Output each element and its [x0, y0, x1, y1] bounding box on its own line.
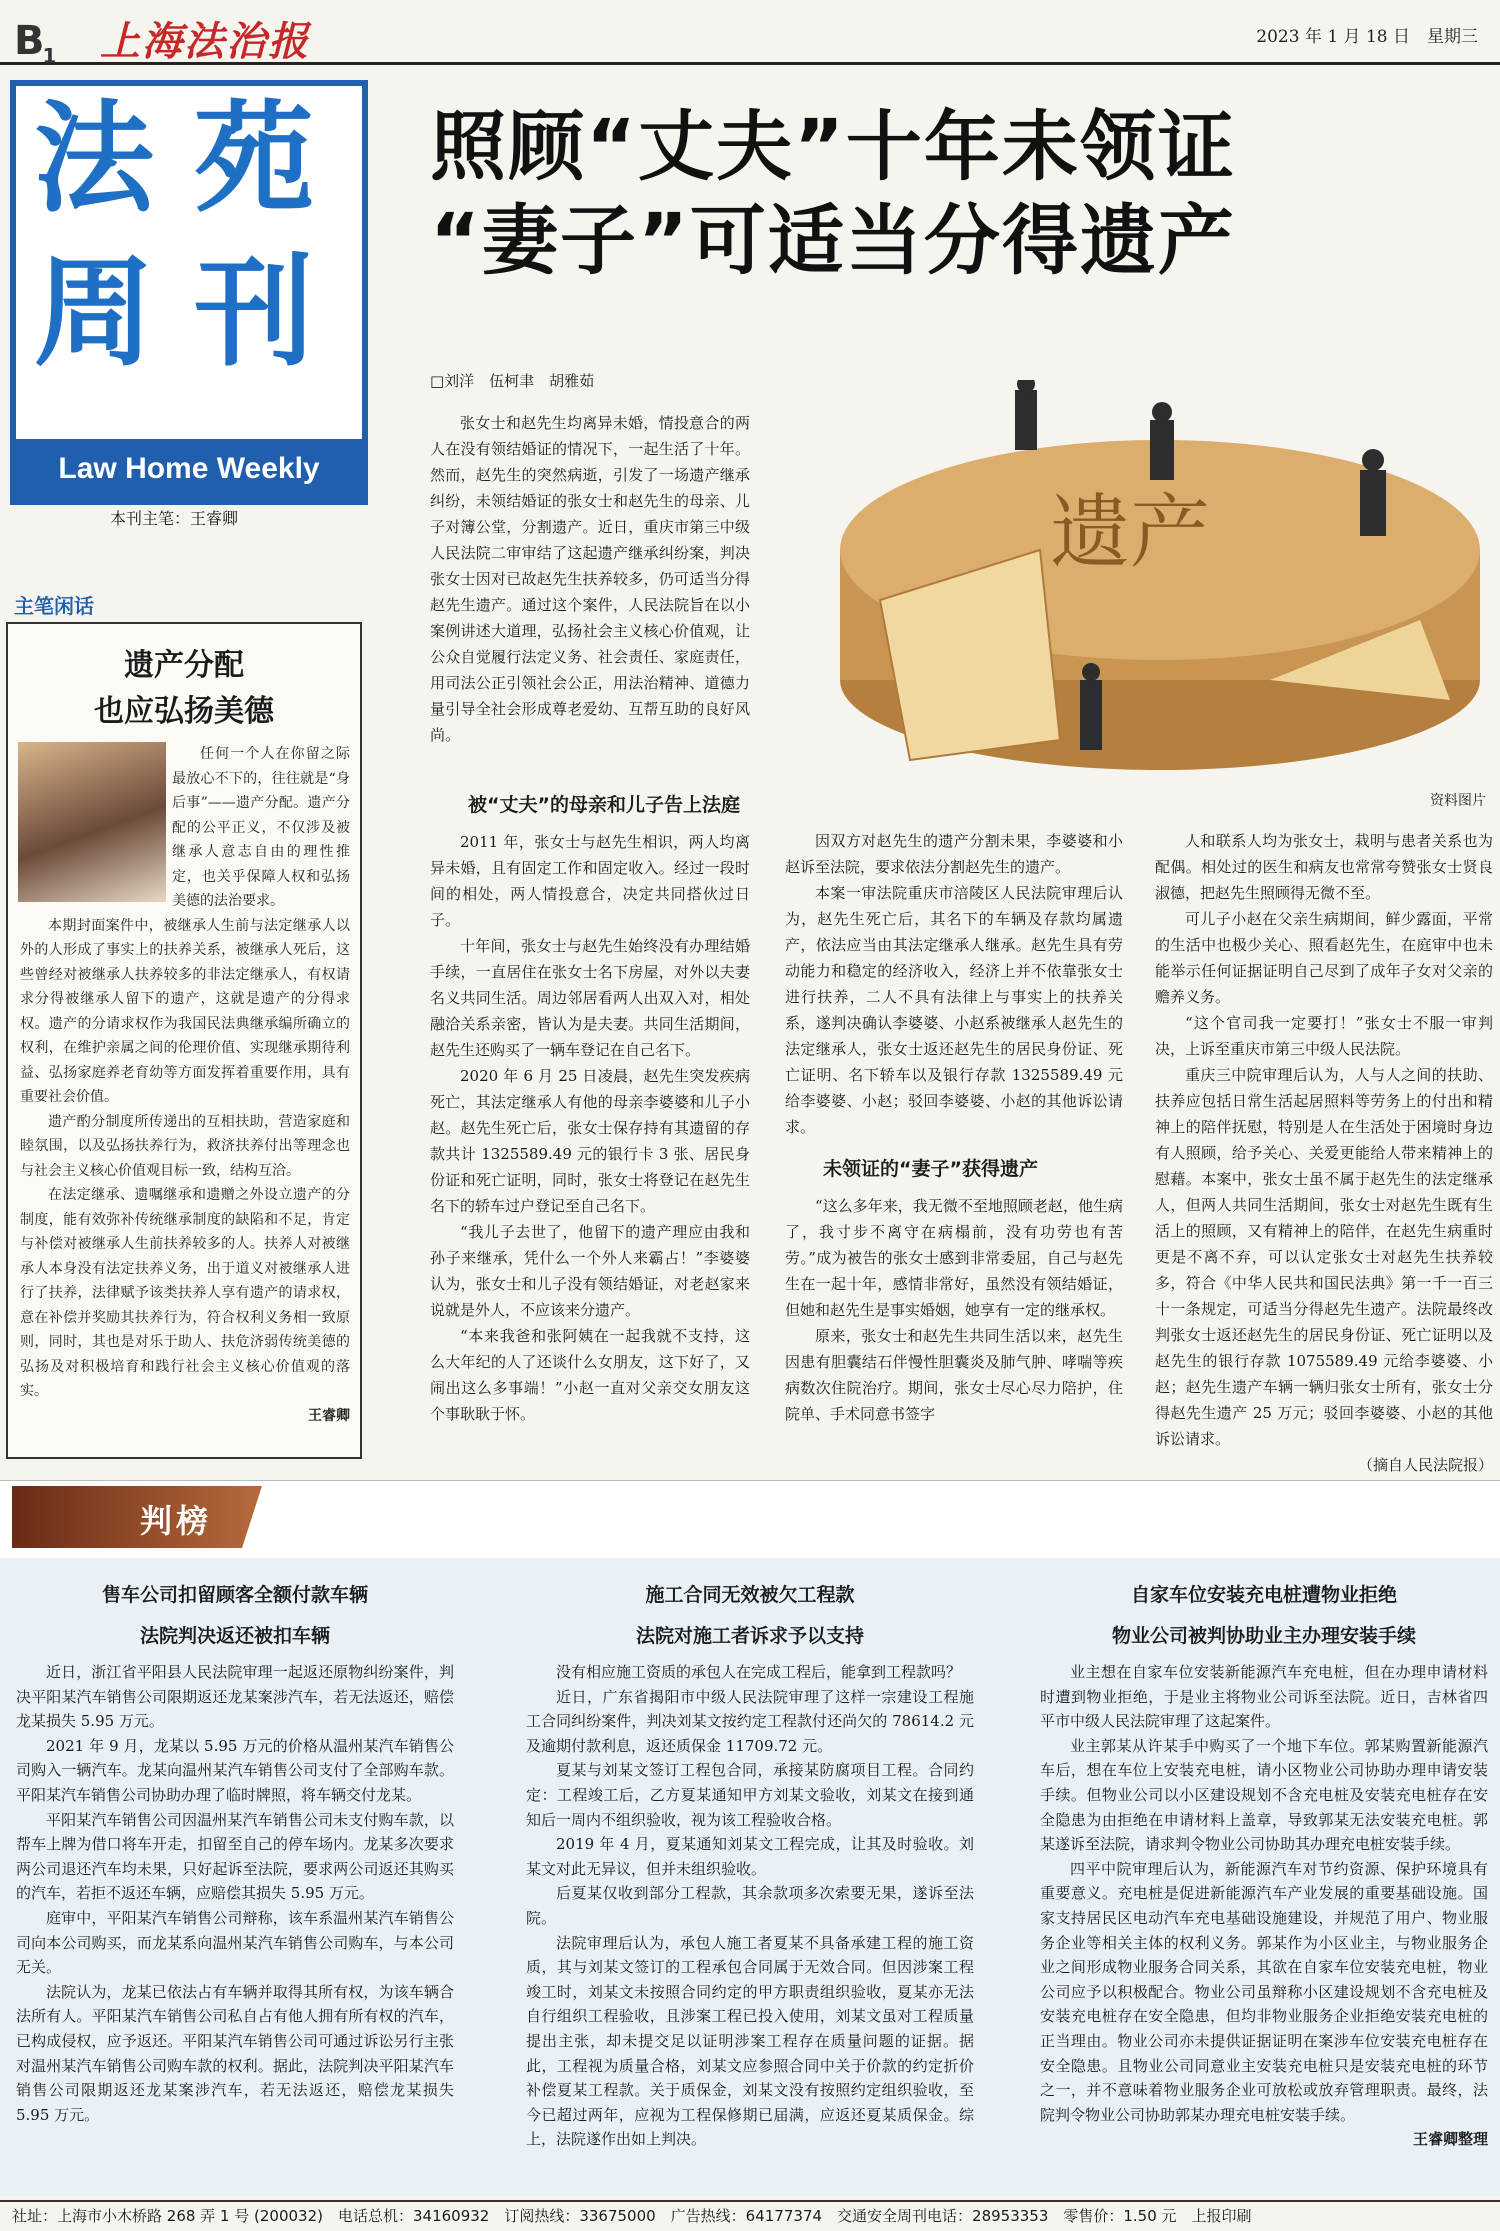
story-paragraph: 平阳某汽车销售公司因温州某汽车销售公司未支付购车款，以帮车上牌为借口将车开走，扣留至自己的停车场内。龙某多次要求两公司退还汽车均未果，只好起诉至法院，要求两公司返还其购买的汽车，若拒不返还车辆，应赔偿其损失 5.95 万元。 — [16, 1810, 454, 1903]
figure — [1360, 470, 1386, 536]
figure — [1080, 680, 1102, 750]
bottom-stories — [0, 1558, 1500, 2196]
story-paragraph: 业主想在自家车位安装新能源汽车充电桩，但在办理申请材料时遭到物业拒绝，于是业主将物业公司诉至法院。近日，吉林省四平市中级人民法院审理了这起案件。 — [1040, 1663, 1488, 1731]
story-paragraph: 庭审中，平阳某汽车销售公司辩称，该车系温州某汽车销售公司向本公司购买，而龙某系向温州某汽车销售公司购车，与本公司无关。 — [16, 1908, 454, 1977]
cake-lettering: 遗产 — [1050, 486, 1210, 579]
story-paragraph: 法院认为，龙某已依法占有车辆并取得其所有权，为该车辆合法所有人。平阳某汽车销售公司私自占有他人拥有所有权的汽车，已构成侵权，应予返还。平阳某汽车销售公司可通过诉讼另行主张对温州某汽车销售公司购车款的权利。据此，法院判决平阳某汽车销售公司限期返还龙某案涉汽车，若无法返还，赔偿龙某损失 5.95 万元。 — [16, 1982, 454, 2124]
photo-spacer — [20, 742, 172, 906]
footer — [0, 2200, 1500, 2231]
story-title: 售车公司扣留顾客全额付款车辆 — [101, 1584, 368, 1606]
story-paragraph: 没有相应施工资质的承包人在完成工程后，能拿到工程款吗？ — [556, 1663, 962, 1681]
column-paragraph: 遗产酌分制度所传递出的互相扶助，营造家庭和睦氛围，以及弘扬扶养行为，救济扶养付出等理念也与社会主义核心价值观目标一致，结构互洽。 — [20, 1113, 350, 1179]
image-caption: 资料图片 — [1430, 793, 1486, 809]
figure — [1150, 420, 1174, 480]
article-paragraph: 可儿子小赵在父亲生病期间，鲜少露面，平常的生活中也极少关心、照看赵先生，在庭审中也未能举示任何证据证明自己尽到了成年子女对父亲的赡养义务。 — [1155, 910, 1493, 1006]
story-body — [1040, 1660, 1488, 2152]
masthead-char: 周 — [34, 244, 154, 383]
headline-line-2: “妻子”可适当分得遗产 — [430, 196, 1236, 285]
footer-text: 社址：上海市小木桥路 268 弄 1 号 (200032) 电话总机：34160932 订阅热线：33675000 广告热线：64177374 交通安全周刊电话：28953353 零售价：1.50 元 上报印刷 — [12, 2207, 1252, 2225]
publication-date: 2023 年 1 月 18 日 星期三 — [1256, 27, 1478, 47]
article-col-2 — [785, 828, 1123, 1427]
section-label: 判榜 — [140, 1502, 213, 1540]
story-paragraph: 后夏某仅收到部分工程款，其余款项多次索要无果，遂诉至法院。 — [526, 1884, 974, 1927]
article-paragraph: 2011 年，张女士与赵先生相识，两人均离异未婚，且有固定工作和固定收入。经过一段时间的相处，两人情投意合，决定共同搭伙过日子。 — [430, 833, 750, 929]
article-paragraph: 十年间，张女士与赵先生始终没有办理结婚手续，一直居住在张女士名下房屋，对外以夫妻名义共同生活。周边邻居看两人出双入对，相处融洽关系亲密，皆认为是夫妻。共同生活期间，赵先生还购买了一辆车登记在自己名下。 — [430, 937, 750, 1059]
story-paragraph: 法院审理后认为，承包人施工者夏某不具备承建工程的施工资质，其与刘某文签订的工程承包合同属于无效合同。但因涉案工程竣工时，刘某文未按照合同约定的甲方职责组织验收，夏某亦无法自行组织工程验收，且涉案工程已投入使用，刘某文虽对工程质量提出主张，却未提交足以证明涉案工程存在质量问题的证据。据此，工程视为质量合格，刘某文应参照合同中关于价款的约定折价补偿夏某工程款。关于质保金，刘某文没有按照约定组织验收，至今已超过两年，应视为工程保修期已届满，应返还夏某质保金。综上，法院遂作出如上判决。 — [526, 1933, 974, 2149]
subheading-1: 被“丈夫”的母亲和儿子告上法庭 — [468, 794, 740, 816]
story-paragraph: 四平中院审理后认为，新能源汽车对节约资源、保护环境具有重要意义。充电桩是促进新能源汽车产业发展的重要基础设施。国家支持居民区电动汽车充电基础设施建设，并规范了用户、物业服务企业等相关主体的权利义务。郭某作为小区业主，与物业服务企业之间形成物业服务合同关系，其欲在自家车位安装充电桩，物业公司应予以积极配合。物业公司虽辩称小区建设规划不含充电桩及安装充电桩存在安全隐患，但均非物业服务企业拒绝安装充电桩的正当理由。物业公司亦未提供证据证明在案涉车位安装充电桩存在安全隐患。且物业公司同意业主安装充电桩只是安装充电桩的环节之一，并不意味着物业服务企业可放松或放弃管理职责。最终，法院判令物业公司协助郭某办理充电桩安装手续。 — [1040, 1859, 1488, 2124]
story-body — [526, 1660, 974, 2152]
article-paragraph: “这么多年来，我无微不至地照顾老赵，他生病了，我寸步不离守在病榻前，没有功劳也有苦劳。”成为被告的张女士感到非常委屈，自己与赵先生在一起十年，感情非常好，虽然没有领结婚证，但她和赵先生是事实婚姻，她享有一定的继承权。 — [785, 1197, 1123, 1319]
page-number — [14, 18, 54, 68]
article-paragraph: “本来我爸和张阿姨在一起我就不支持，这么大年纪的人了还谈什么女朋友，这下好了，又闹出这么多事端！”小赵一直对父亲交女朋友这个事耿耿于怀。 — [430, 1327, 750, 1423]
story-paragraph: 近日，浙江省平阳县人民法院审理一起返还原物纠纷案件，判决平阳某汽车销售公司限期返还龙某案涉汽车，若无法返还，赔偿龙某损失 5.95 万元。 — [16, 1663, 454, 1731]
article-paragraph: 2020 年 6 月 25 日凌晨，赵先生突发疾病死亡，其法定继承人有他的母亲李婆婆和儿子小赵。赵先生死亡后，张女士保存持有其遗留的存款共计 1325589.49 元的银行卡 3 张、居民身份证和死亡证明，同时，张女士将登记在赵先生名下的轿车过户登记至自己名下。 — [430, 1067, 750, 1215]
article-paragraph: 重庆三中院审理后认为，人与人之间的扶助、扶养应包括日常生活起居照料等劳务上的付出和精神上的陪伴抚慰，特别是人在生活处于困境时身边有人照顾，给予关心、关爱更能给人带来精神上的慰藉。本案中，张女士虽不属于赵先生的法定继承人，但两人共同生活期间，张女士对赵先生既有生活上的照顾，又有精神上的陪伴，在赵先生病重时更是不离不弃，可以认定张女士对赵先生扶养较多，符合《中华人民共和国民法典》第一千一百三十一条规定，可适当分得赵先生遗产。法院最终改判张女士返还赵先生的居民身份证、死亡证明以及赵先生的银行存款 1075589.49 元给李婆婆、小赵；赵先生遗产车辆一辆归张女士所有，张女士分得赵先生遗产 25 万元；驳回李婆婆、小赵的其他诉讼请求。 — [1155, 1066, 1493, 1448]
byline: □刘洋 伍柯聿 胡雅茹 — [430, 372, 595, 390]
column-body — [20, 742, 350, 1428]
weekly-masthead — [10, 80, 368, 505]
article-col-3 — [1155, 828, 1493, 1478]
column-box — [6, 622, 362, 1459]
column-title-1: 遗产分配 — [124, 648, 244, 683]
masthead-char: 法 — [34, 90, 154, 229]
lead-paragraph: 张女士和赵先生均离异未婚，情投意合的两人在没有领结婚证的情况下，一起生活了十年。然而，赵先生的突然病逝，引发了一场遗产继承纠纷，未领结婚证的张女士和赵先生的母亲、儿子对簿公堂，分割遗产。近日，重庆市第三中级人民法院二审审结了这起遗产继承纠纷案，判决张女士因对已故赵先生扶养较多，仍可适当分得赵先生遗产。通过这个案件，人民法院旨在以小案例讲述大道理，弘扬社会主义核心价值观，让公众自觉履行法定义务、社会责任、家庭责任，用司法公正引领社会公正，用法治精神、道德力量引导全社会形成尊老爱幼、互帮互助的良好风尚。 — [430, 414, 750, 744]
chief-editor: 本刊主笔：王睿卿 — [110, 509, 239, 528]
story-paragraph: 近日，广东省揭阳市中级人民法院审理了这样一宗建设工程施工合同纠纷案件，判决刘某文按约定工程款付还尚欠的 78614.2 元及逾期付款利息，返还质保金 11709.72 元。 — [526, 1687, 974, 1755]
story-construction — [526, 1580, 974, 2152]
story-subtitle: 法院对施工者诉求予以支持 — [635, 1625, 864, 1647]
story-subtitle: 法院判决返还被扣车辆 — [139, 1625, 330, 1647]
article-paragraph: 本案一审法院重庆市涪陵区人民法院审理后认为，赵先生死亡后，其名下的车辆及存款均属遗产，依法应当由其法定继承人继承。赵先生具有劳动能力和稳定的经济收入，经济上并不依靠张女士进行扶养，二人不具有法律上与事实上的扶养关系，遂判决确认李婆婆、小赵系被继承人赵先生的法定继承人，张女士返还赵先生的居民身份证、死亡证明、名下轿车以及银行存款 1325589.49 元给李婆婆、小赵；驳回李婆婆、小赵的其他诉讼请求。 — [785, 884, 1123, 1136]
story-paragraph: 2019 年 4 月，夏某通知刘某文工程完成，让其及时验收。刘某文对此无异议，但并未组织验收。 — [526, 1835, 974, 1878]
story-charger — [1040, 1580, 1488, 2152]
article-lead — [430, 410, 750, 748]
article-paragraph: “我儿子去世了，他留下的遗产理应由我和孙子来继承，凭什么一个外人来霸占！”李婆婆认为，张女士和儿子没有领结婚证，对老赵家来说就是外人，不应该来分遗产。 — [430, 1223, 750, 1319]
story-title: 自家车位安装充电桩遭物业拒绝 — [1130, 1584, 1397, 1606]
column-title-2: 也应弘扬美德 — [94, 694, 274, 729]
subheading-2: 未领证的“妻子”获得遗产 — [823, 1158, 1038, 1180]
column-signature: 王睿卿 — [308, 1407, 350, 1424]
page-letter: B — [14, 18, 43, 64]
paper-name: 上海法治报 — [100, 18, 310, 65]
story-paragraph: 业主郭某从许某手中购买了一个地下车位。郭某购置新能源汽车后，想在车位上安装充电桩，请小区物业公司协助办理申请安装手续。但物业公司以小区建设规划不含充电桩及安装充电桩存在安全隐患为由拒绝在申请材料上盖章，导致郭某无法安装充电桩。郭某遂诉至法院，请求判令物业公司协助其办理充电桩安装手续。 — [1040, 1736, 1488, 1854]
page-sub: 1 — [42, 44, 55, 68]
column-paragraph: 本期封面案件中，被继承人生前与法定继承人以外的人形成了事实上的扶养关系，被继承人死后，这些曾经对被继承人扶养较多的非法定继承人，有权请求分得被继承人留下的遗产，这就是遗产的分得求权。遗产的分请求权作为我国民法典继承编所确立的权利，在维护亲属之间的伦理价值、实现继承期待利益、弘扬家庭养老育幼等方面发挥着重要作用，具有重要社会价值。 — [20, 917, 350, 1105]
article-col-1 — [430, 776, 750, 1427]
figure-head — [1362, 449, 1384, 471]
story-body — [16, 1660, 454, 2127]
story-signature: 王睿卿整理 — [1412, 2130, 1488, 2149]
story-paragraph: 夏某与刘某文签订工程包合同，承接某防腐项目工程。合同约定：工程竣工后，乙方夏某通知甲方刘某文验收，刘某文在接到通知后一周内不组织验收，视为该工程验收合格。 — [526, 1761, 974, 1829]
article-paragraph: 原来，张女士和赵先生共同生活以来，赵先生因患有胆囊结石伴慢性胆囊炎及肺气肿、哮喘等疾病数次住院治疗。期间，张女士尽心尽力陪护，住院单、手术同意书签字 — [785, 1327, 1123, 1423]
article-paragraph: “这个官司我一定要打！”张女士不服一审判决，上诉至重庆市第三中级人民法院。 — [1155, 1014, 1493, 1058]
inheritance-cake-illustration — [800, 380, 1490, 780]
column-paragraph: 在法定继承、遗嘱继承和遗赠之外设立遗产的分制度，能有效弥补传统继承制度的缺陷和不足，肯定与补偿对被继承人生前扶养较多的人。扶养人对被继承人本身没有法定扶养义务，出于道义对被继承人进行了扶养，法律赋予该类扶养人享有遗产的请求权，意在补偿并奖励其扶养行为，符合权利义务相一致原则，同时，其也是对乐于助人、扶危济弱传统美德的弘扬及对积极培育和践行社会主义核心价值观的落实。 — [20, 1187, 350, 1399]
story-car — [16, 1580, 454, 2127]
article-paragraph: 因双方对赵先生的遗产分割未果，李婆婆和小赵诉至法院，要求依法分割赵先生的遗产。 — [785, 832, 1123, 876]
english-title: Law Home Weekly — [16, 439, 362, 499]
story-paragraph: 2021 年 9 月，龙某以 5.95 万元的价格从温州某汽车销售公司购入一辆汽车。龙某向温州某汽车销售公司支付了全部购车款。平阳某汽车销售公司协助办理了临时牌照，将车辆交付龙某。 — [16, 1736, 454, 1804]
figure-head — [1082, 663, 1100, 681]
column-label: 主笔闲话 — [14, 594, 94, 618]
figure — [1015, 390, 1037, 450]
masthead-char: 刊 — [194, 244, 314, 383]
story-title: 施工合同无效被欠工程款 — [645, 1584, 855, 1606]
gavel-banner — [12, 1486, 262, 1548]
headline-line-1: 照顾“丈夫”十年未领证 — [430, 102, 1236, 191]
column-paragraph: 任何一个人在你留之际最放心不下的，往往就是“身后事”——遗产分配。遗产分配的公平正义，不仅涉及被继承人意志自由的理性推定，也关乎保障人权和弘扬美德的法治要求。 — [172, 746, 350, 909]
story-subtitle: 物业公司被判协助业主办理安装手续 — [1111, 1625, 1416, 1647]
article-paragraph: 人和联系人均为张女士，栽明与患者关系也为配偶。相处过的医生和病友也常常夸赞张女士贤良淑德，把赵先生照顾得无微不至。 — [1155, 832, 1493, 902]
source-note: （摘自人民法院报） — [1357, 1456, 1493, 1474]
figure-head — [1152, 402, 1172, 422]
masthead-char: 苑 — [194, 90, 314, 229]
